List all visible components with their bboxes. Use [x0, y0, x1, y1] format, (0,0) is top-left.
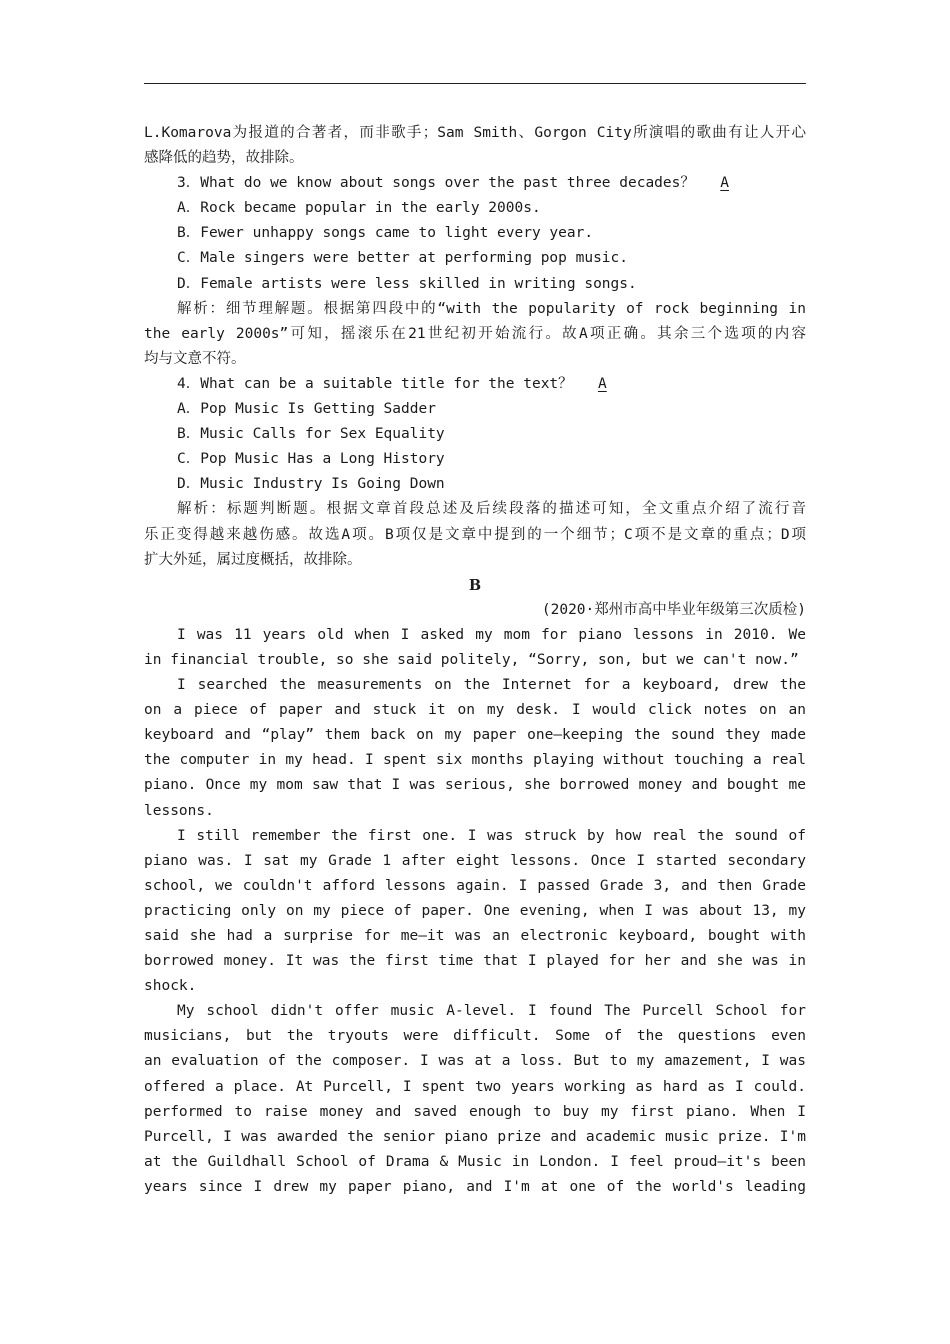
text-line	[144, 899, 806, 924]
text-line	[144, 849, 806, 874]
text-line	[144, 999, 806, 1024]
text-line	[144, 874, 806, 899]
line-text: borrowed money. It was the first time that I played for her and she was in	[144, 953, 806, 970]
text-line	[144, 196, 806, 221]
answer-blank: A	[720, 175, 729, 192]
text-line	[144, 623, 806, 648]
text-line	[144, 347, 806, 372]
text-line	[144, 648, 806, 673]
line-text: My school didn't offer music A-level. I found The Purcell School for	[177, 1003, 806, 1020]
line-text: 扩大外延，属过度概括，故排除。	[144, 551, 362, 568]
line-text: C．Male singers were better at performing pop music.	[177, 250, 628, 267]
text-line	[144, 221, 806, 246]
line-text: I searched the measurements on the Internet for a keyboard, drew the	[177, 677, 806, 694]
line-text: practicing only on my piece of paper. One evening, when I was about 13, my	[144, 902, 806, 919]
text-line	[144, 1075, 806, 1100]
line-text: piano was. I sat my Grade 1 after eight lessons. Once I started secondary	[144, 852, 806, 869]
answer-blank: A	[598, 375, 607, 392]
line-text: A．Rock became popular in the early 2000s.	[177, 200, 541, 217]
line-text: offered a place. At Purcell, I spent two years working as hard as I could.	[144, 1078, 806, 1095]
line-text: an evaluation of the composer. I was at a loss. But to my amazement, I was	[144, 1053, 806, 1070]
text-line	[144, 472, 806, 497]
line-text: the early 2000s”可知，摇滚乐在21世纪初开始流行。故A项正确。其余三个选项的内容	[144, 325, 806, 342]
text-line	[144, 824, 806, 849]
line-text: lessons.	[144, 802, 214, 819]
document-body	[144, 121, 806, 1200]
text-line	[144, 447, 806, 472]
text-line	[144, 523, 806, 548]
line-text: (2020·郑州市高中毕业年级第三次质检)	[541, 601, 806, 618]
text-line	[144, 1049, 806, 1074]
line-text: Purcell, I was awarded the senior piano prize and academic music prize. I'm	[144, 1128, 806, 1145]
line-text: B．Music Calls for Sex Equality	[177, 426, 445, 443]
text-line	[144, 171, 806, 196]
text-line	[144, 573, 806, 598]
text-line	[144, 372, 806, 397]
line-text: on a piece of paper and stuck it on my desk. I would click notes on an	[144, 702, 806, 719]
text-line	[144, 949, 806, 974]
text-line	[144, 1150, 806, 1175]
text-line	[144, 1100, 806, 1125]
line-text: in financial trouble, so she said politely, “Sorry, son, but we can't now.”	[144, 651, 799, 668]
text-line	[144, 121, 806, 146]
text-line	[144, 723, 806, 748]
text-line	[144, 698, 806, 723]
line-text: B．Fewer unhappy songs came to light every year.	[177, 225, 594, 242]
line-text: 乐正变得越来越伤感。故选A项。B项仅是文章中提到的一个细节；C项不是文章的重点；D项	[144, 526, 806, 543]
line-text: B	[468, 576, 482, 594]
line-text: L.Komarova为报道的合著者，而非歌手；Sam Smith、Gorgon City所演唱的歌曲有让人开心	[144, 125, 806, 141]
text-line	[144, 1024, 806, 1049]
line-text: piano. Once my mom saw that I was serious, she borrowed money and bought me	[144, 777, 806, 794]
line-text: 解析：标题判断题。根据文章首段总述及后续段落的描述可知，全文重点介绍了流行音	[177, 501, 806, 518]
line-text: D．Female artists were less skilled in writing songs.	[177, 275, 637, 292]
line-text: shock.	[144, 978, 197, 995]
line-text: the computer in my head. I spent six months playing without touching a real	[144, 752, 806, 769]
line-text: musicians, but the tryouts were difficult. Some of the questions even	[144, 1028, 806, 1045]
text-line	[144, 974, 806, 999]
text-line	[144, 673, 806, 698]
text-line	[144, 272, 806, 297]
line-text: keyboard and “play” them back on my paper one—keeping the sound they made	[144, 727, 806, 744]
line-text: 3．What do we know about songs over the past three decades？	[177, 175, 695, 192]
line-text: 4．What can be a suitable title for the text？	[177, 375, 573, 392]
text-line	[144, 598, 806, 623]
line-text: C．Pop Music Has a Long History	[177, 451, 445, 468]
line-text: at the Guildhall School of Drama & Music in London. I feel proud—it's been	[144, 1153, 806, 1170]
text-line	[144, 548, 806, 573]
text-line	[144, 246, 806, 271]
text-line	[144, 1125, 806, 1150]
header-rule	[144, 83, 806, 84]
text-line	[144, 748, 806, 773]
text-line	[144, 422, 806, 447]
line-text: performed to raise money and saved enough to buy my first piano. When I	[144, 1103, 806, 1120]
line-text: D．Music Industry Is Going Down	[177, 476, 445, 493]
text-line	[144, 322, 806, 347]
line-text: said she had a surprise for me—it was an electronic keyboard, bought with	[144, 928, 806, 944]
text-line	[144, 397, 806, 422]
line-text: 解析：细节理解题。根据第四段中的“with the popularity of rock beginning in	[177, 300, 806, 317]
text-line	[144, 799, 806, 824]
text-line	[144, 773, 806, 798]
line-text: A．Pop Music Is Getting Sadder	[177, 401, 436, 418]
text-line	[144, 924, 806, 949]
line-text: 感降低的趋势，故排除。	[144, 150, 304, 167]
text-line	[144, 1175, 806, 1200]
text-line	[144, 297, 806, 322]
line-text: years since I drew my paper piano, and I'm at one of the world's leading	[144, 1178, 806, 1195]
line-text: I was 11 years old when I asked my mom for piano lessons in 2010. We	[177, 626, 806, 643]
line-text: school, we couldn't afford lessons again. I passed Grade 3, and then Grade	[144, 877, 806, 894]
text-line	[144, 497, 806, 522]
line-text: I still remember the first one. I was struck by how real the sound of	[177, 827, 806, 844]
text-line	[144, 146, 806, 171]
line-text: 均与文意不符。	[144, 350, 246, 367]
